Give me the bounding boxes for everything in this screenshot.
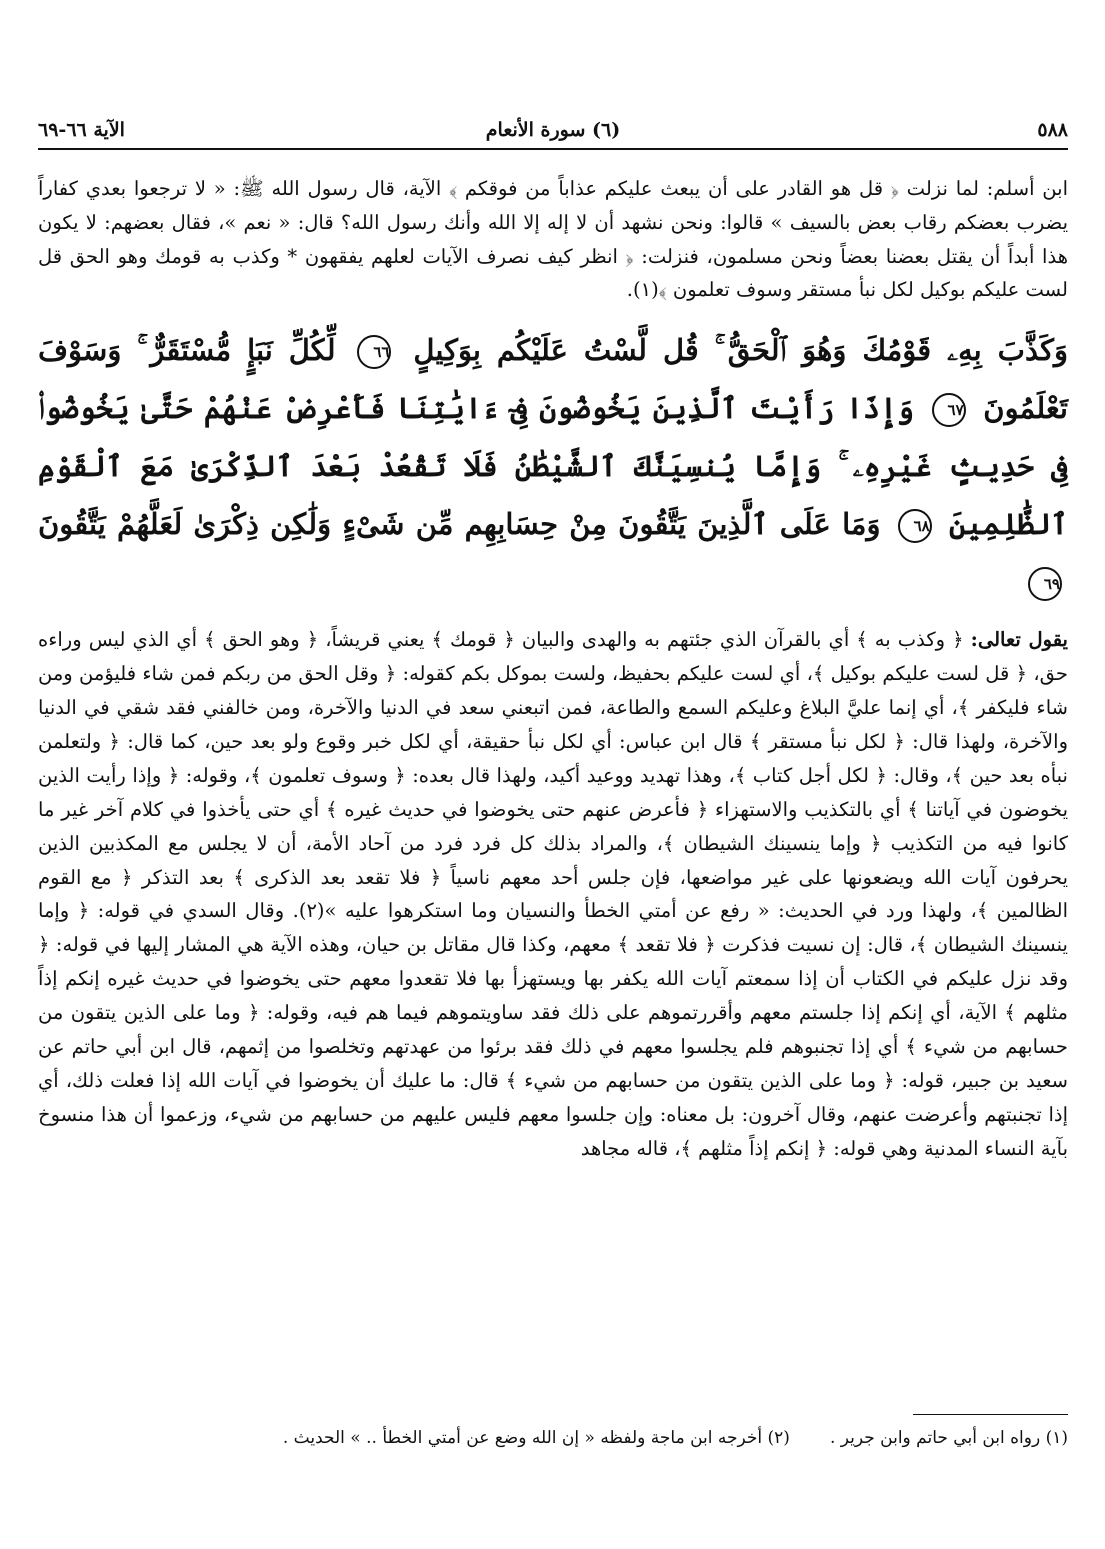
tafsir-paragraph <box>38 623 1068 1166</box>
tafsir-text: ﴿ وكذب به ﴾ أي بالقرآن الذي جئتهم به والهدى والبيان ﴿ قومك ﴾ يعني قريشاً، ﴿ وهو الحق ﴾ أي الذي ليس وراءه حق، ﴿ قل لست عليكم بوكيل ﴾، أي لست عليكم بحفيظ، ولست بموكل بكم كقوله: ﴿ وقل الحق من ربكم فمن شاء فليؤمن ومن شاء فليكفر ﴾، أي إنما عليَّ البلاغ وعليكم السمع والطاعة، فمن اتبعني سعد في الدنيا والآخرة، ومن خالفني فقد شقي في الدنيا والآخرة، ولهذا قال: ﴿ لكل نبأ مستقر ﴾ قال ابن عباس: أي لكل نبأ حقيقة، أي لكل خبر وقوع ولو بعد حين، كما قال: ﴿ ولتعلمن نبأه بعد حين ﴾، وقال: ﴿ لكل أجل كتاب ﴾، وهذا تهديد ووعيد أكيد، ولهذا قال بعده: ﴿ وسوف تعلمون ﴾، وقوله: ﴿ وإذا رأيت الذين يخوضون في آياتنا ﴾ أي بالتكذيب والاستهزاء ﴿ فأعرض عنهم حتى يخوضوا في حديث غيره ﴾ أي حتى يأخذوا في كلام آخر غير ما كانوا فيه من التكذيب ﴿ وإما ينسينك الشيطان ﴾، والمراد بذلك كل فرد فرد من آحاد الأمة، أن لا يجلس مع المكذبين الذين يحرفون آيات الله ويضعونها على غير مواضعها، فإن جلس أحد معهم ناسياً ﴿ فلا تقعد بعد الذكرى ﴾ بعد التذكر ﴿ مع القوم الظالمين ﴾، ولهذا ورد في الحديث: « رفع عن أمتي الخطأ والنسيان وما استكرهوا عليه »(٢). وقال السدي في قوله: ﴿ وإما ينسينك الشيطان ﴾، قال: إن نسيت فذكرت ﴿ فلا تقعد ﴾ معهم، وكذا قال مقاتل بن حيان، وهذه الآية هي المشار إليها في قوله: ﴿ وقد نزل عليكم في الكتاب أن إذا سمعتم آيات الله يكفر بها ويستهزأ بها فلا تقعدوا معهم حتى يخوضوا في حديث غيره إنكم إذاً مثلهم ﴾ الآية، أي إنكم إذا جلستم معهم وأقررتموهم على ذلك فقد ساويتموهم فيما هم فيه، وقوله: ﴿ وما على الذين يتقون من حسابهم من شيء ﴾ أي إذا تجنبوهم فلم يجلسوا معهم في ذلك فقد برئوا من عهدتهم وتخلصوا من إثمهم، قال ابن أبي حاتم عن سعيد بن جبير، قوله: ﴿ وما على الذين يتقون من حسابهم من شيء ﴾ قال: ما عليك أن يخوضوا في آيات الله إذا فعلت ذلك، أي إذا تجنبتهم وأعرضت عنهم، وقال آخرون: بل معناه: وإن جلسوا معهم فليس عليهم من حسابهم من شيء، وزعموا أن هذا منسوخ بآية النساء المدنية وهي قوله: ﴿ إنكم إذاً مثلهم ﴾، قاله مجاهد <box>38 628 1068 1160</box>
footnote-2: (٢) أخرجه ابن ماجة ولفظه « إن الله وضع عن أمتي الخطأ .. » الحديث . <box>282 1428 790 1448</box>
footnote-1: (١) رواه ابن أبي حاتم وابن جرير . <box>829 1428 1068 1448</box>
verse-text: وَمَا عَلَى ٱلَّذِينَ يَتَّقُونَ مِنْ حِسَابِهِم مِّن شَىْءٍ وَلَٰكِن ذِكْرَىٰ لَعَلَّهُمْ يَتَّقُونَ <box>38 507 881 542</box>
page-body <box>38 172 1068 1166</box>
verse-number-marker: ٦٩ <box>1028 567 1062 601</box>
intro-paragraph: ابن أسلم: لما نزلت ﴿ قل هو القادر على أن يبعث عليكم عذاباً من فوقكم ﴾ الآية، قال رسول الله ﷺ: « لا ترجعوا بعدي كفاراً يضرب بعضكم رقاب بعض بالسيف » قالوا: ونحن نشهد أن لا إله إلا الله وأنك رسول الله؟ قال: « نعم »، فقال بعضهم: لا يكون هذا أبداً أن يقتل بعضنا بعضاً ونحن مسلمون، فنزلت: ﴿ انظر كيف نصرف الآيات لعلهم يفقهون * وكذب به قومك وهو الحق قل لست عليكم بوكيل لكل نبأ مستقر وسوف تعلمون ﴾(١). <box>38 177 1068 302</box>
book-page <box>38 112 1068 1512</box>
verse-number-marker: ٦٦ <box>357 335 391 369</box>
verse-text: وَكَذَّبَ بِهِۦ قَوْمُكَ وَهُوَ ٱلْحَقُّ ۚ قُل لَّسْتُ عَلَيْكُم بِوَكِيلٍ <box>413 333 1068 368</box>
tafsir-lead: يقول تعالى: <box>970 628 1068 652</box>
verse-text: وَإِذَا رَأَيْتَ ٱلَّذِينَ يَخُوضُونَ فِىٓ ءَايَٰتِنَا فَأَعْرِضْ عَنْهُمْ حَتَّىٰ يَخُوضُوا۟ فِى حَدِيثٍ غَيْرِهِۦ ۚ وَإِمَّا يُنسِيَنَّكَ ٱلشَّيْطَٰنُ فَلَا تَقْعُدْ بَعْدَ ٱلذِّكْرَىٰ مَعَ ٱلْقَوْمِ ٱلظَّٰلِمِينَ <box>38 391 1068 542</box>
page-number: ٥٨٨ <box>1037 119 1068 141</box>
surah-title: (٦) سورة الأنعام <box>485 119 621 141</box>
verse-range: الآية ٦٦-٦٩ <box>38 119 125 141</box>
verse-text: لِّكُلِّ نَبَإٍ مُّسْتَقَرٌّ ۚ وَسَوْفَ تَعْلَمُونَ <box>38 333 1068 426</box>
verse-number-marker: ٦٨ <box>898 509 932 543</box>
footnote-divider <box>913 1414 1068 1415</box>
page-header <box>38 112 1068 150</box>
quran-verses <box>38 321 1068 611</box>
footnotes <box>98 1424 1068 1452</box>
verse-number-marker: ٦٧ <box>932 393 966 427</box>
